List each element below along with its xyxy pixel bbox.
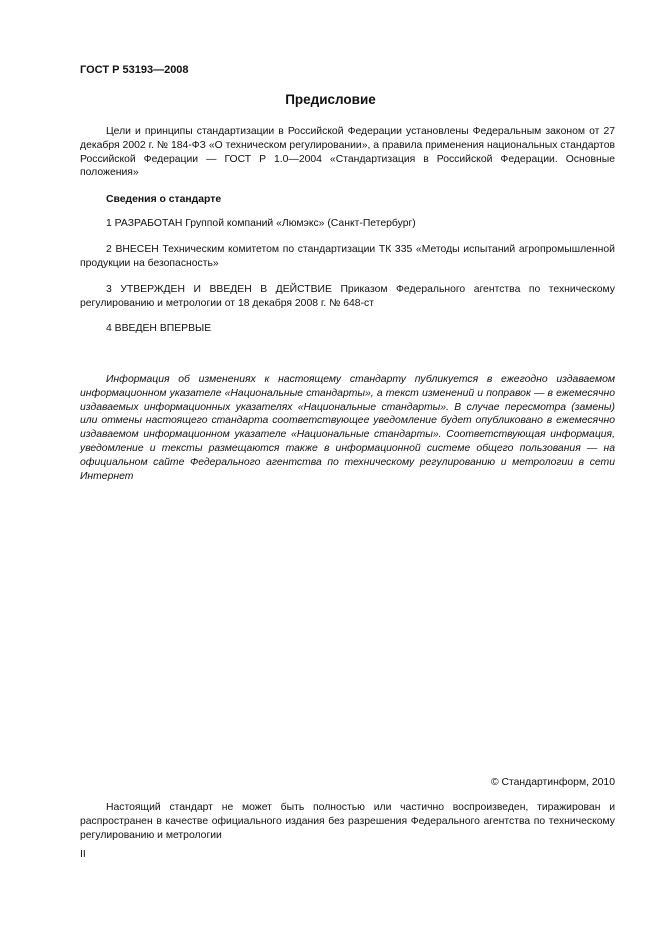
info-item-3: 3 УТВЕРЖДЕН И ВВЕДЕН В ДЕЙСТВИЕ Приказом Федерального агентства по техническому регулированию и метрологии от 18 декабря 2008 г. № 648-ст [80,284,615,309]
info-item-1: 1 РАЗРАБОТАН Группой компаний «Люмэкс» (Санкт-Петербург) [106,218,416,229]
info-item-2: 2 ВНЕСЕН Техническим комитетом по стандартизации ТК 335 «Методы испытаний агропромышленной продукции на безопасность» [80,244,615,269]
preface-title: Предисловие [285,92,376,107]
changes-info-note: Информация об изменениях к настоящему стандарту публикуется в ежегодно издаваемом информационном указателе «Национальные стандарты», а текст изменений и поправок — в ежемесячно издаваемых информационных указателях «Национальные стандарты». В случае пересмотра (замены) или отмены настоящего стандарта соответствующее уведомление будет опубликовано в ежемесячно издаваемом информационном указателе «Национальные стандарты». Соответствующая информация, уведомление и тексты размещаются также в информационной системе общего пользования — на официальном сайте Федерального агентства по техническому регулированию и метрологии в сети Интернет [80,374,615,482]
reproduction-notice: Настоящий стандарт не может быть полностью или частично воспроизведен, тиражирован и распространен в качестве официального издания без разрешения Федерального агентства по техническому регулированию и метрологии [80,802,615,841]
standard-info-subtitle: Сведения о стандарте [106,194,222,205]
info-item-4: 4 ВВЕДЕН ВПЕРВЫЕ [106,323,212,334]
document-code: ГОСТ Р 53193—2008 [80,64,189,76]
copyright-line: © Стандартинформ, 2010 [490,777,615,788]
page-number: II [80,849,86,860]
preface-intro-paragraph: Цели и принципы стандартизации в Российской Федерации установлены Федеральным законом от 27 декабря 2002 г. № 184-ФЗ «О техническом регулировании», а правила применения национальных стандартов Российской Федерации — ГОСТ Р 1.0—2004 «Стандартизация в Российской Федерации. Основные положения» [80,126,615,179]
